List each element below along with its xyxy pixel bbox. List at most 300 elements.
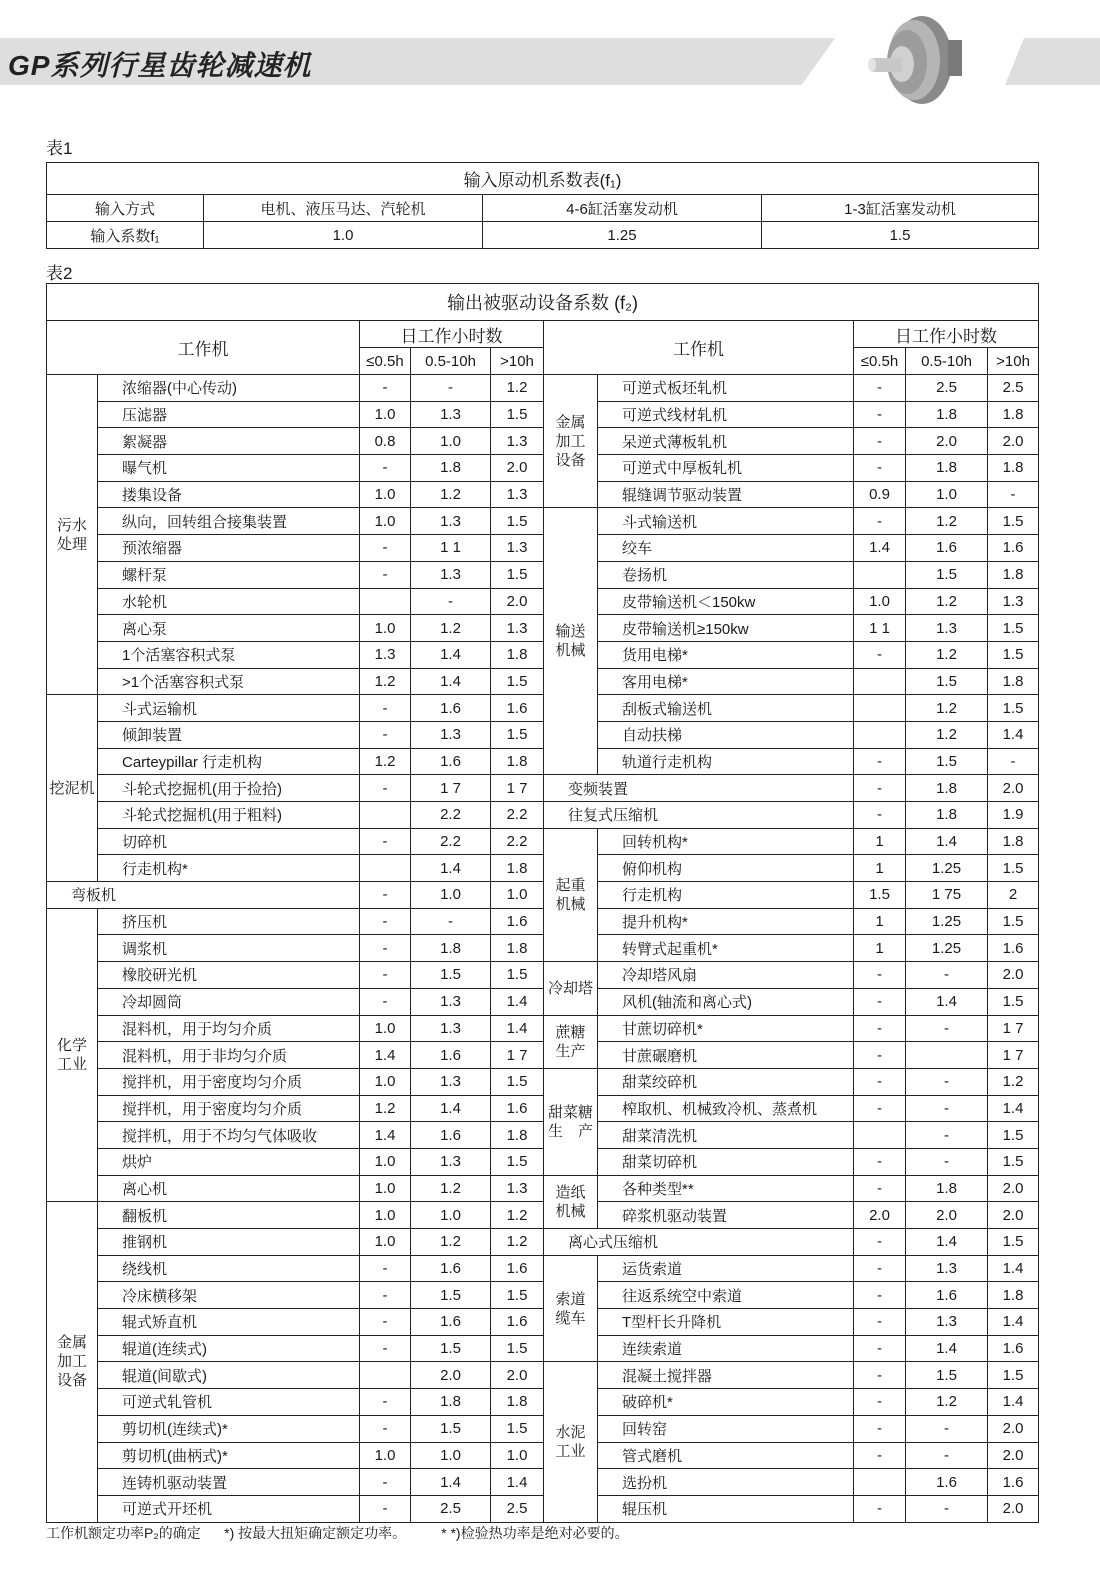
machine-name: 冷却塔风扇 <box>598 962 854 989</box>
factor-cell <box>360 855 411 882</box>
table-row <box>47 1335 1039 1362</box>
factor-cell: 1.25 <box>906 908 988 935</box>
factor-cell <box>360 588 411 615</box>
factor-cell: 1.3 <box>411 1068 491 1095</box>
machine-name: 调浆机 <box>98 935 360 962</box>
machine-name: 可逆式板坯轧机 <box>598 375 854 402</box>
factor-cell: 1.0 <box>854 588 906 615</box>
factor-cell: 1.3 <box>491 615 544 642</box>
machine-name: 1个活塞容积式泵 <box>98 641 360 668</box>
factor-cell: - <box>411 375 491 402</box>
factor-cell: - <box>360 561 411 588</box>
factor-cell: - <box>854 1282 906 1309</box>
machine-name: 离心式压缩机 <box>544 1229 854 1256</box>
factor-cell: 1.4 <box>491 988 544 1015</box>
factor-cell <box>906 1042 988 1069</box>
factor-cell: 1 <box>854 908 906 935</box>
factor-cell: 1.5 <box>491 721 544 748</box>
table2-label: 表2 <box>46 264 73 283</box>
machine-name: 货用电梯* <box>598 641 854 668</box>
factor-cell: 1.8 <box>411 455 491 482</box>
output-factor-table <box>46 283 1039 1523</box>
factor-cell: - <box>854 1042 906 1069</box>
factor-cell: 1.8 <box>906 401 988 428</box>
factor-cell: - <box>854 1389 906 1416</box>
machine-name: 提升机构* <box>598 908 854 935</box>
column-header-hours-long: >10h <box>988 348 1039 375</box>
factor-cell: 0.9 <box>854 481 906 508</box>
machine-name: 混料机，用于均匀介质 <box>98 1015 360 1042</box>
factor-cell: 1.3 <box>411 1148 491 1175</box>
factor-cell: 1.0 <box>360 1202 411 1229</box>
machine-name: >1个活塞容积式泵 <box>98 668 360 695</box>
factor-cell: 2.0 <box>988 1415 1039 1442</box>
input-factor-table <box>46 162 1039 249</box>
table-row <box>47 455 1039 482</box>
factor-cell: - <box>854 508 906 535</box>
table-row <box>47 1068 1039 1095</box>
factor-cell: - <box>360 455 411 482</box>
factor-cell <box>854 695 906 722</box>
table-row <box>47 802 1039 829</box>
machine-name: T型杆长升降机 <box>598 1309 854 1336</box>
factor-cell: 1.3 <box>491 481 544 508</box>
column-header-hours-short: ≤0.5h <box>360 348 411 375</box>
machine-name: 混料机，用于非均匀介质 <box>98 1042 360 1069</box>
machine-name: 甘蔗碾磨机 <box>598 1042 854 1069</box>
factor-cell: 1.3 <box>491 535 544 562</box>
machine-name: 混凝土搅拌器 <box>598 1362 854 1389</box>
column-header-machine: 工作机 <box>47 321 360 375</box>
factor-cell: 1.25 <box>906 855 988 882</box>
machine-name: 搂集设备 <box>98 481 360 508</box>
machine-name: 甜菜清洗机 <box>598 1122 854 1149</box>
factor-cell: 2.0 <box>491 588 544 615</box>
factor-cell: - <box>854 1229 906 1256</box>
machine-name: 甘蔗切碎机* <box>598 1015 854 1042</box>
factor-cell: 1.4 <box>906 828 988 855</box>
machine-name: 轨道行走机构 <box>598 748 854 775</box>
factor-cell: - <box>854 1068 906 1095</box>
factor-cell: 1 7 <box>988 1042 1039 1069</box>
column-header: 4-6缸活塞发动机 <box>483 195 762 222</box>
factor-cell: 1.2 <box>906 508 988 535</box>
factor-cell: 1.5 <box>491 1282 544 1309</box>
factor-cell: - <box>906 1148 988 1175</box>
factor-cell: 1 7 <box>411 775 491 802</box>
factor-cell: 1.4 <box>491 1015 544 1042</box>
factor-cell: 2.0 <box>854 1202 906 1229</box>
machine-name: 冷床横移架 <box>98 1282 360 1309</box>
machine-name: 各种类型** <box>598 1175 854 1202</box>
machine-name: 俯仰机构 <box>598 855 854 882</box>
factor-cell: 1.5 <box>411 1282 491 1309</box>
machine-name: 往复式压缩机 <box>544 802 854 829</box>
factor-cell: 1.5 <box>491 668 544 695</box>
table-row <box>47 428 1039 455</box>
factor-cell: - <box>854 802 906 829</box>
column-header-hours-short: ≤0.5h <box>854 348 906 375</box>
factor-cell: 1.4 <box>411 1469 491 1496</box>
factor-cell: - <box>906 1415 988 1442</box>
factor-cell: 1.6 <box>988 935 1039 962</box>
factor-cell: - <box>854 988 906 1015</box>
factor-cell: 1.4 <box>988 721 1039 748</box>
table-row <box>47 375 1039 402</box>
factor-cell: 1 7 <box>988 1015 1039 1042</box>
machine-name: 翻板机 <box>98 1202 360 1229</box>
factor-cell: 1.3 <box>360 641 411 668</box>
factor-cell: - <box>360 1335 411 1362</box>
factor-cell: 1.6 <box>491 1309 544 1336</box>
machine-name: 选扮机 <box>598 1469 854 1496</box>
factor-cell: - <box>360 1415 411 1442</box>
factor-cell: 2.2 <box>411 828 491 855</box>
machine-name: 辊式矫直机 <box>98 1309 360 1336</box>
factor-cell: 0.8 <box>360 428 411 455</box>
factor-cell: 1.4 <box>411 1095 491 1122</box>
category-cell: 挖泥机 <box>47 695 98 882</box>
factor-cell: 1.3 <box>491 428 544 455</box>
machine-name: 螺杆泵 <box>98 561 360 588</box>
factor-cell: 1.6 <box>411 1122 491 1149</box>
factor-cell: 1.0 <box>360 1175 411 1202</box>
factor-cell: 1.6 <box>411 1042 491 1069</box>
table-row <box>47 935 1039 962</box>
factor-cell: - <box>411 908 491 935</box>
table-row <box>47 401 1039 428</box>
category-cell: 水泥 工业 <box>544 1362 598 1522</box>
table-row <box>47 508 1039 535</box>
table-row <box>47 1495 1039 1522</box>
machine-name: 管式磨机 <box>598 1442 854 1469</box>
machine-name: 倾卸装置 <box>98 721 360 748</box>
table-row <box>47 695 1039 722</box>
factor-cell: 2.0 <box>988 1202 1039 1229</box>
factor-cell: 1.5 <box>491 1148 544 1175</box>
category-cell: 金属 加工 设备 <box>47 1202 98 1522</box>
factor-cell <box>360 1362 411 1389</box>
factor-cell: 2.0 <box>988 1495 1039 1522</box>
machine-name: 甜菜切碎机 <box>598 1148 854 1175</box>
factor-cell: - <box>360 1255 411 1282</box>
factor-cell: 1.3 <box>988 588 1039 615</box>
machine-name: 冷却圆筒 <box>98 988 360 1015</box>
factor-cell: 1.3 <box>411 1015 491 1042</box>
factor-cell: 1.5 <box>411 1415 491 1442</box>
factor-cell: 1.8 <box>988 668 1039 695</box>
table-cell: 1.5 <box>762 222 1039 249</box>
machine-name: 可逆式开坯机 <box>98 1495 360 1522</box>
factor-cell: 1.8 <box>988 401 1039 428</box>
factor-cell: - <box>360 988 411 1015</box>
factor-cell: 1.3 <box>906 1255 988 1282</box>
factor-cell: 2.0 <box>906 1202 988 1229</box>
factor-cell: 1.2 <box>491 1229 544 1256</box>
factor-cell: 1.5 <box>491 508 544 535</box>
category-cell: 索道 缆车 <box>544 1255 598 1362</box>
table-row <box>47 1042 1039 1069</box>
factor-cell: 1.4 <box>360 1122 411 1149</box>
factor-cell: - <box>360 375 411 402</box>
factor-cell: 1.4 <box>988 1095 1039 1122</box>
machine-name: 皮带输送机≥150kw <box>598 615 854 642</box>
factor-cell: - <box>988 748 1039 775</box>
factor-cell: 1.3 <box>411 988 491 1015</box>
factor-cell: 1.5 <box>988 1229 1039 1256</box>
factor-cell: 1.6 <box>411 748 491 775</box>
factor-cell: 1.2 <box>360 668 411 695</box>
factor-cell: 1.2 <box>988 1068 1039 1095</box>
machine-name: 辊道(间歇式) <box>98 1362 360 1389</box>
table-row <box>47 882 1039 909</box>
factor-cell: 1.4 <box>411 641 491 668</box>
factor-cell: 1.2 <box>906 695 988 722</box>
machine-name: 辊道(连续式) <box>98 1335 360 1362</box>
factor-cell: 1.3 <box>906 615 988 642</box>
table-row <box>47 1122 1039 1149</box>
factor-cell: 1 <box>854 935 906 962</box>
factor-cell: 1.5 <box>491 401 544 428</box>
factor-cell: 2.5 <box>906 375 988 402</box>
factor-cell: 1.0 <box>360 1068 411 1095</box>
machine-name: 往返系统空中索道 <box>598 1282 854 1309</box>
factor-cell: 1.6 <box>906 535 988 562</box>
factor-cell: 1.6 <box>491 695 544 722</box>
factor-cell: 1.6 <box>491 908 544 935</box>
factor-cell: 1.0 <box>411 428 491 455</box>
factor-cell: - <box>854 775 906 802</box>
factor-cell: - <box>360 1309 411 1336</box>
machine-name: 斗式输送机 <box>598 508 854 535</box>
factor-cell: 1.0 <box>906 481 988 508</box>
factor-cell: 1.2 <box>906 588 988 615</box>
factor-cell: - <box>360 775 411 802</box>
category-cell: 污水 处理 <box>47 375 98 695</box>
machine-name: 搅拌机，用于密度均匀介质 <box>98 1068 360 1095</box>
factor-cell: 1.6 <box>988 1469 1039 1496</box>
factor-cell: - <box>411 588 491 615</box>
factor-cell: 1.5 <box>491 1068 544 1095</box>
factor-cell: 1.0 <box>360 1148 411 1175</box>
factor-cell: 1.8 <box>411 1389 491 1416</box>
column-header-hours-mid: 0.5-10h <box>906 348 988 375</box>
factor-cell: 2.5 <box>411 1495 491 1522</box>
machine-name: 绕线机 <box>98 1255 360 1282</box>
factor-cell: 1.4 <box>906 1229 988 1256</box>
factor-cell: 2.2 <box>491 828 544 855</box>
machine-name: 可逆式轧管机 <box>98 1389 360 1416</box>
factor-cell: - <box>854 1015 906 1042</box>
factor-cell: 1.4 <box>988 1255 1039 1282</box>
table-row <box>47 962 1039 989</box>
category-cell: 蔗糖 生产 <box>544 1015 598 1068</box>
factor-cell: 1 <box>854 828 906 855</box>
table-row <box>47 988 1039 1015</box>
factor-cell: 1.8 <box>906 775 988 802</box>
machine-name: 剪切机(曲柄式)* <box>98 1442 360 1469</box>
factor-cell: 2.0 <box>988 775 1039 802</box>
machine-name: 运货索道 <box>598 1255 854 1282</box>
factor-cell: - <box>854 748 906 775</box>
factor-cell: - <box>854 1095 906 1122</box>
factor-cell: - <box>360 695 411 722</box>
factor-cell: 1.8 <box>491 641 544 668</box>
category-cell: 甜菜糖 生 产 <box>544 1068 598 1175</box>
factor-cell: 1.0 <box>360 508 411 535</box>
machine-name: 压滤器 <box>98 401 360 428</box>
machine-name: 连续索道 <box>598 1335 854 1362</box>
machine-name: 斗式运输机 <box>98 695 360 722</box>
factor-cell: 1.5 <box>988 908 1039 935</box>
table-row <box>47 1469 1039 1496</box>
factor-cell: 1.0 <box>360 481 411 508</box>
factor-cell: 1.0 <box>491 1442 544 1469</box>
factor-cell: 1.8 <box>491 748 544 775</box>
factor-cell: 1.6 <box>988 535 1039 562</box>
factor-cell: 1.5 <box>906 561 988 588</box>
factor-cell: 1.6 <box>491 1255 544 1282</box>
factor-cell: - <box>360 1389 411 1416</box>
factor-cell: 2.0 <box>988 962 1039 989</box>
factor-cell: 1.0 <box>411 882 491 909</box>
table-row <box>47 1148 1039 1175</box>
factor-cell: 1.4 <box>360 1042 411 1069</box>
factor-cell: 1.8 <box>906 802 988 829</box>
factor-cell: - <box>854 641 906 668</box>
machine-name: 自动扶梯 <box>598 721 854 748</box>
machine-name: 浓缩器(中心传动) <box>98 375 360 402</box>
factor-cell: 1.2 <box>491 375 544 402</box>
category-cell: 输送 机械 <box>544 508 598 775</box>
factor-cell: 1.5 <box>491 561 544 588</box>
factor-cell: 1.2 <box>360 1095 411 1122</box>
machine-name: 辊缝调节驱动装置 <box>598 481 854 508</box>
factor-cell: 1.6 <box>491 1095 544 1122</box>
factor-cell: 1.25 <box>906 935 988 962</box>
machine-name: 推钢机 <box>98 1229 360 1256</box>
footnote-star: *) 按最大扭矩确定额定功率。 <box>224 1525 407 1541</box>
footnote-double-star: * *)检验热功率是绝对必要的。 <box>441 1525 629 1541</box>
factor-cell: - <box>854 1362 906 1389</box>
category-cell: 冷却塔 <box>544 962 598 1015</box>
factor-cell: 1.0 <box>411 1202 491 1229</box>
factor-cell: - <box>906 1015 988 1042</box>
gearbox-image <box>852 10 972 110</box>
column-header-hours: 日工作小时数 <box>360 321 544 348</box>
factor-cell: 1.5 <box>988 1362 1039 1389</box>
table-row <box>47 1175 1039 1202</box>
factor-cell: 1.8 <box>988 561 1039 588</box>
factor-cell: 1.8 <box>906 455 988 482</box>
factor-cell: 1.8 <box>906 1175 988 1202</box>
table-row <box>47 1095 1039 1122</box>
factor-cell: 1.2 <box>411 615 491 642</box>
column-header: 电机、液压马达、汽轮机 <box>204 195 483 222</box>
table-row <box>47 481 1039 508</box>
table-row <box>47 908 1039 935</box>
factor-cell: 2.0 <box>906 428 988 455</box>
machine-name: 离心机 <box>98 1175 360 1202</box>
factor-cell: 1.4 <box>411 855 491 882</box>
factor-cell: 1.2 <box>411 481 491 508</box>
machine-name: 回转机构* <box>598 828 854 855</box>
factor-cell: 2.0 <box>988 1175 1039 1202</box>
row-header: 输入系数f₁ <box>47 222 204 249</box>
machine-name: 连铸机驱动装置 <box>98 1469 360 1496</box>
machine-name: 呆逆式薄板轧机 <box>598 428 854 455</box>
factor-cell: - <box>854 1255 906 1282</box>
table-row <box>47 588 1039 615</box>
factor-cell: 1 75 <box>906 882 988 909</box>
header-band-right <box>1005 38 1100 85</box>
machine-name: 可逆式线材轧机 <box>598 401 854 428</box>
factor-cell: 1.2 <box>491 1202 544 1229</box>
machine-name: 榨取机、机械致冷机、蒸煮机 <box>598 1095 854 1122</box>
factor-cell: - <box>906 1495 988 1522</box>
factor-cell: 1 7 <box>491 1042 544 1069</box>
column-header-hours: 日工作小时数 <box>854 321 1039 348</box>
factor-cell: - <box>854 1309 906 1336</box>
factor-cell: 1.2 <box>906 641 988 668</box>
table-row <box>47 828 1039 855</box>
factor-cell: - <box>854 962 906 989</box>
factor-cell: 1.5 <box>988 641 1039 668</box>
factor-cell: - <box>360 935 411 962</box>
machine-name: 离心泵 <box>98 615 360 642</box>
category-cell: 化学 工业 <box>47 908 98 1202</box>
machine-name: 搅拌机，用于不均匀气体吸收 <box>98 1122 360 1149</box>
factor-cell: 1.5 <box>988 508 1039 535</box>
factor-cell: 1.0 <box>360 615 411 642</box>
factor-cell <box>854 668 906 695</box>
factor-cell <box>854 561 906 588</box>
factor-cell <box>360 802 411 829</box>
factor-cell: 1.2 <box>906 1389 988 1416</box>
factor-cell: 1.5 <box>491 1415 544 1442</box>
table-row <box>47 1309 1039 1336</box>
factor-cell: - <box>906 962 988 989</box>
factor-cell: 1 7 <box>491 775 544 802</box>
footnote-title: 工作机额定功率P₂的确定 <box>46 1525 201 1541</box>
factor-cell: 2.5 <box>491 1495 544 1522</box>
factor-cell: 1.4 <box>854 535 906 562</box>
category-cell: 起重 机械 <box>544 828 598 961</box>
table-row <box>47 1442 1039 1469</box>
factor-cell: 1.6 <box>906 1282 988 1309</box>
factor-cell: 1.5 <box>988 988 1039 1015</box>
factor-cell: 2.0 <box>411 1362 491 1389</box>
table-row <box>47 615 1039 642</box>
factor-cell: - <box>854 1442 906 1469</box>
factor-cell: 1.3 <box>411 401 491 428</box>
factor-cell: 1.0 <box>360 1442 411 1469</box>
factor-cell: - <box>906 1442 988 1469</box>
factor-cell: 1.2 <box>411 1229 491 1256</box>
factor-cell: 1.5 <box>906 748 988 775</box>
factor-cell: 1.5 <box>491 1335 544 1362</box>
machine-name: 橡胶研光机 <box>98 962 360 989</box>
table-row <box>47 748 1039 775</box>
factor-cell: - <box>854 1148 906 1175</box>
factor-cell: 1.4 <box>988 1309 1039 1336</box>
factor-cell: - <box>854 375 906 402</box>
factor-cell: - <box>988 481 1039 508</box>
factor-cell: 1.0 <box>360 1015 411 1042</box>
factor-cell: 2.2 <box>491 802 544 829</box>
factor-cell: 1.6 <box>906 1469 988 1496</box>
factor-cell: - <box>360 1469 411 1496</box>
